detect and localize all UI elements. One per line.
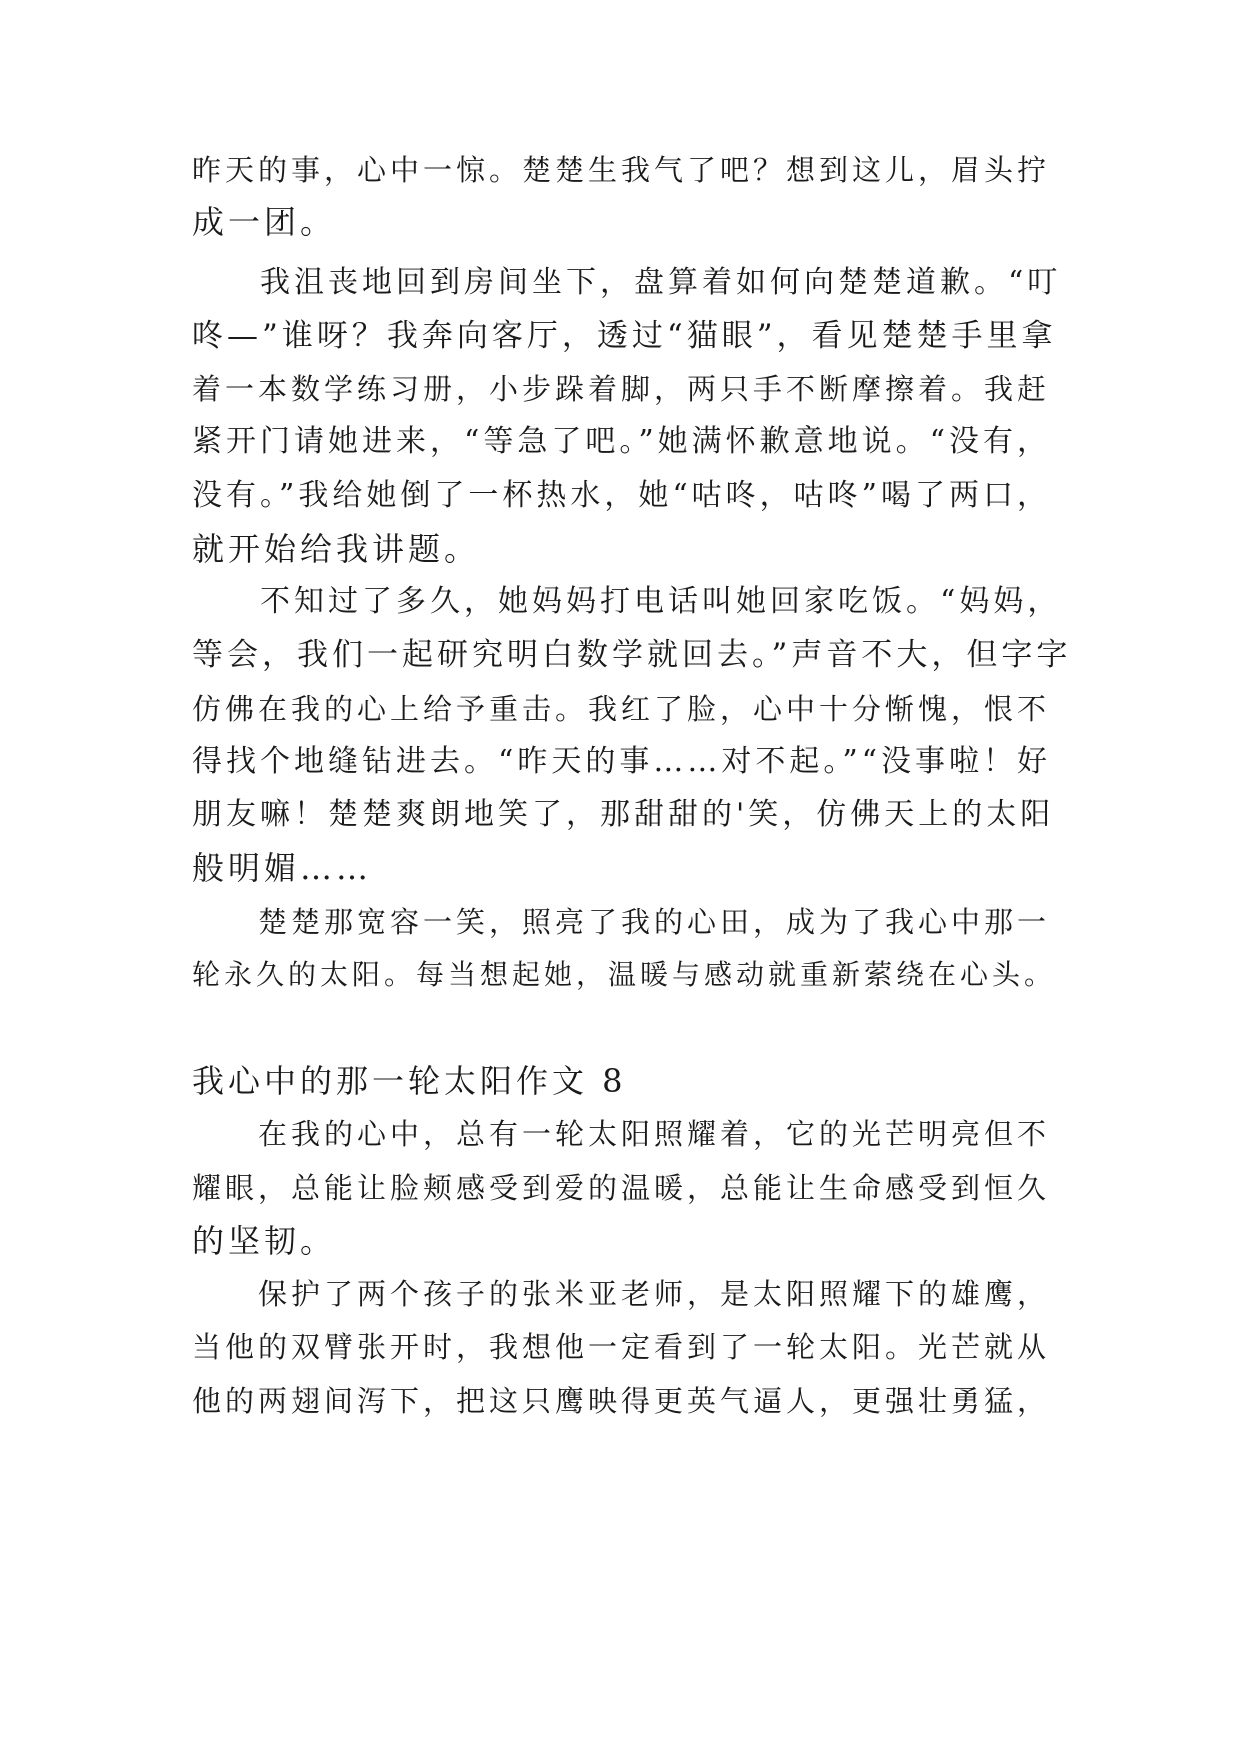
text-line: 咚—”谁呀？我奔向客厅，透过“猫眼”，看见楚楚手里拿 bbox=[192, 318, 1057, 354]
text-line: 不知过了多久，她妈妈打电话叫她回家吃饭。“妈妈， bbox=[192, 584, 1062, 619]
text-line: 当他的双臂张开时，我想他一定看到了一轮太阳。光芒就从 bbox=[192, 1330, 1051, 1364]
text-line: 着一本数学练习册，小步跺着脚，两只手不断摩擦着。我赶 bbox=[192, 372, 1051, 406]
text-line: 朋友嘛！楚楚爽朗地笑了，那甜甜的'笑，仿佛天上的太阳 bbox=[192, 797, 1055, 832]
text-line: 仿佛在我的心上给予重击。我红了脸，心中十分惭愧，恨不 bbox=[192, 692, 1051, 726]
text-line: 没有。”我给她倒了一杯热水，她“咕咚，咕咚”喝了两口， bbox=[192, 478, 1052, 513]
text-line: 他的两翅间泻下，把这只鹰映得更英气逼人，更强壮勇猛， bbox=[192, 1384, 1051, 1418]
text-line: 轮永久的太阳。每当想起她，温暖与感动就重新萦绕在心头。 bbox=[192, 958, 1057, 991]
text-line: 得找个地缝钻进去。“昨天的事……对不起。”“没事啦！好 bbox=[192, 744, 1052, 779]
text-line: 在我的心中，总有一轮太阳照耀着，它的光芒明亮但不 bbox=[192, 1117, 1051, 1151]
text-line: 我沮丧地回到房间坐下，盘算着如何向楚楚道歉。“叮 bbox=[192, 265, 1062, 300]
text-line: 的坚韧。 bbox=[192, 1222, 337, 1260]
text-line: 般明媚…… bbox=[192, 849, 373, 887]
text-line: 耀眼，总能让脸颊感受到爱的温暖，总能让生命感受到恒久 bbox=[192, 1171, 1051, 1205]
text-line: 就开始给我讲题。 bbox=[192, 530, 481, 568]
text-line: 昨天的事，心中一惊。楚楚生我气了吧？想到这儿，眉头拧 bbox=[192, 153, 1051, 187]
text-line: 紧开门请她进来，“等急了吧。”她满怀歉意地说。“没有， bbox=[192, 424, 1052, 459]
text-line: 等会，我们一起研究明白数学就回去。”声音不大，但字字 bbox=[192, 637, 1072, 673]
text-line: 保护了两个孩子的张米亚老师，是太阳照耀下的雄鹰， bbox=[192, 1277, 1051, 1311]
text-line: 楚楚那宽容一笑，照亮了我的心田，成为了我心中那一 bbox=[192, 905, 1051, 939]
section-heading: 我心中的那一轮太阳作文 8 bbox=[192, 1062, 627, 1100]
text-line: 成一团。 bbox=[192, 203, 337, 241]
